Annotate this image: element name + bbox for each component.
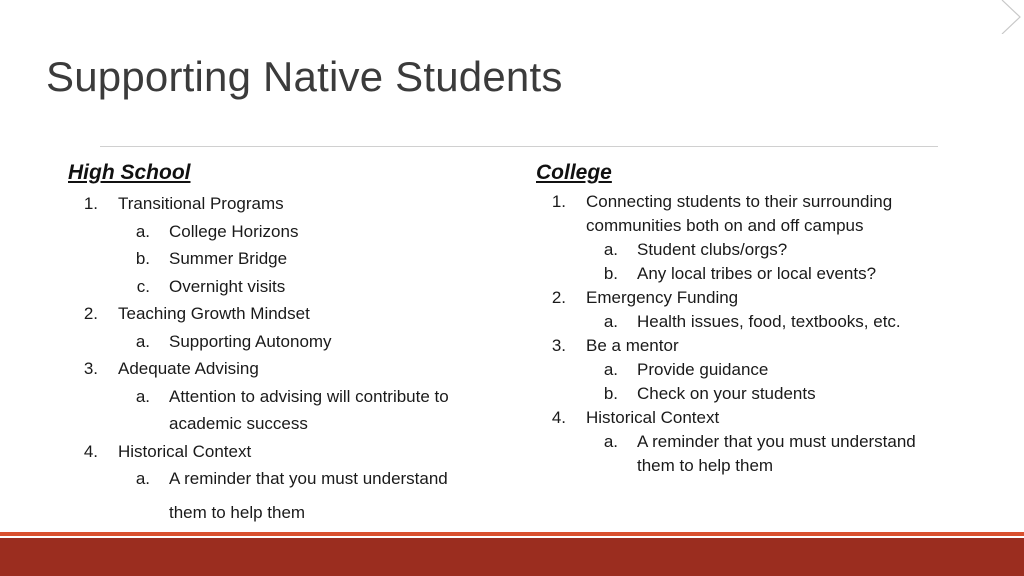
list-number: 1. [83,194,98,213]
sub-list-item-continued [536,454,976,478]
list-item [68,355,508,383]
sub-list-letter: a. [603,312,618,331]
list-item [536,406,976,430]
sub-list-letter: a. [603,360,618,379]
list-item-text: Emergency Funding [586,288,739,307]
list-item-text: Teaching Growth Mindset [118,304,310,323]
footer-accent-line [0,532,1024,536]
sub-list-item-text: Summer Bridge [169,249,288,268]
sub-list-item-text: Attention to advising will contribute to [169,386,449,406]
sub-list-letter: a. [603,240,618,259]
list-item-text: Adequate Advising [118,359,259,378]
list-item [536,286,976,310]
sub-list-item-continued [68,410,508,438]
sub-list-letter: b. [603,264,618,283]
list-number: 3. [551,336,566,355]
sub-list-item-continued [68,499,508,527]
sub-list-letter: a. [135,386,150,406]
sub-list-item [536,382,976,406]
sub-list-item-text: College Horizons [169,221,299,241]
sub-list-item [68,218,508,246]
corner-chevron-icon [998,0,1024,34]
footer-bar [0,538,1024,576]
list-number: 4. [551,408,566,427]
sub-list-item [536,238,976,262]
sub-list-item [536,310,976,334]
sub-list-letter: b. [603,384,618,403]
sub-list-item-text-continued: academic success [169,414,308,433]
sub-list-item-text-continued: them to help them [637,456,774,475]
list-item-text: Historical Context [118,441,252,461]
sub-list-item-text: Supporting Autonomy [169,331,332,351]
list-item-text-continued: communities both on and off campus [586,216,864,235]
sub-list-item [68,465,508,493]
sub-list-item [68,383,508,411]
list-number: 3. [83,359,98,378]
college-heading: College [536,161,612,184]
list-number: 1. [551,192,566,211]
sub-list-letter: c. [136,276,150,296]
sub-list-item [536,262,976,286]
list-item [536,334,976,358]
sub-list-letter: a. [135,331,150,351]
list-item [68,190,508,218]
sub-list-item [68,245,508,273]
list-item [68,438,508,466]
sub-list-item-text: A reminder that you must understand [637,432,916,451]
sub-list-letter: b. [135,249,150,268]
college-column [536,160,976,478]
list-item-text: Transitional Programs [118,194,284,213]
sub-list-item-text: Check on your students [637,384,816,403]
sub-list-item-text: Provide guidance [637,360,769,379]
sub-list-item [68,328,508,356]
list-item [68,300,508,328]
sub-list-item-text: A reminder that you must understand [169,469,448,488]
slide-title: Supporting Native Students [46,53,563,100]
sub-list-item [68,273,508,301]
sub-list-item [536,430,976,454]
list-number: 4. [83,441,98,461]
sub-list-item-text: Health issues, food, textbooks, etc. [637,312,901,331]
list-item-text: Connecting students to their surrounding [586,192,893,211]
sub-list-item-text: Any local tribes or local events? [637,264,877,283]
high-school-heading: High School [68,161,191,184]
sub-list-letter: a. [603,432,618,451]
list-item-text: Be a mentor [586,336,679,355]
sub-list-item-text: Student clubs/orgs? [637,240,788,259]
sub-list-letter: a. [135,221,150,241]
title-divider [100,146,938,147]
sub-list-item-text-continued: them to help them [169,502,306,522]
list-item-text: Historical Context [586,408,720,427]
sub-list-item-text: Overnight visits [169,276,286,296]
high-school-column [68,160,508,526]
list-item [536,190,976,214]
list-number: 2. [551,288,566,307]
list-number: 2. [83,304,98,323]
list-item-continued [536,214,976,238]
sub-list-letter: a. [135,469,150,488]
sub-list-item [536,358,976,382]
